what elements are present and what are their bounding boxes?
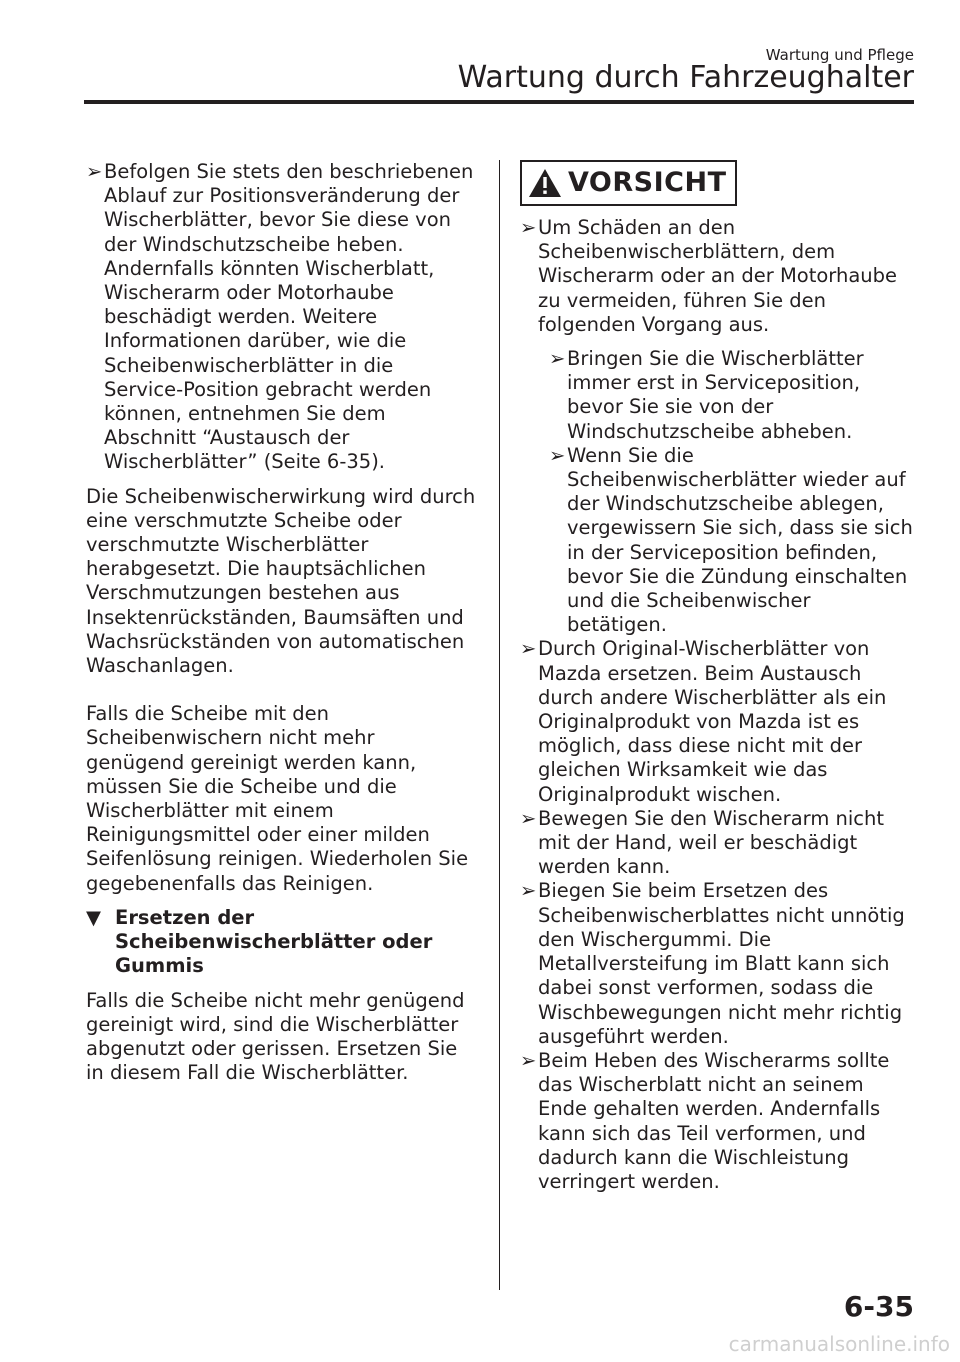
bullet-arrow-icon: ➢	[520, 1048, 537, 1072]
bullet-arrow-icon: ➢	[520, 806, 537, 830]
caution-box	[520, 160, 737, 206]
list-item	[520, 879, 916, 1048]
page-number: 6-35	[843, 1290, 914, 1323]
list-item	[520, 216, 916, 337]
list-item	[549, 347, 916, 444]
warning-icon	[528, 168, 562, 198]
bullet-text: Wenn Sie die Scheibenwischerblätter wieder auf der Windschutzscheibe ablegen, vergewissern Sie sich, dass sie sich in der Serviceposition befinden, bevor Sie die Zündung einschalten und die Scheibenwischer betätigen.	[567, 443, 913, 637]
bullet-text: Durch Original-Wischerblätter von Mazda ersetzen. Beim Austausch durch andere Wischerblätter als ein Originalprodukt von Mazda ist es möglich, dass diese nicht mit der gleichen Wirksamkeit wie das Originalprodukt wischen.	[538, 637, 887, 806]
bullet-text: Bewegen Sie den Wischerarm nicht mit der Hand, weil er beschädigt werden kann.	[538, 806, 885, 879]
bullet-text: Bringen Sie die Wischerblätter immer erst in Serviceposition, bevor Sie sie von der Windschutzscheibe abheben.	[567, 347, 864, 443]
bullet-arrow-icon: ➢	[549, 443, 566, 467]
watermark: carmanualsonline.info	[728, 1332, 950, 1356]
body-paragraph: Die Scheibenwischerwirkung wird durch eine verschmutzte Scheibe oder verschmutzte Wischerblätter herabgesetzt. Die hauptsächlichen Verschmutzungen bestehen aus Insektenrückständen, Baumsäften und Wachsrückständen von automatischen Waschanlagen.	[86, 484, 476, 678]
body-paragraph: Falls die Scheibe nicht mehr genügend gereinigt wird, sind die Wischerblätter abgenutzt oder gerissen. Ersetzen Sie in diesem Fall die Wischerblätter.	[86, 988, 465, 1085]
caution-label: VORSICHT	[568, 166, 727, 198]
list-item	[549, 444, 916, 638]
bullet-text: Befolgen Sie stets den beschriebenen Ablauf zur Positionsveränderung der Wischerblätter, bevor Sie diese von der Windschutzscheibe heben. Andernfalls könnten Wischerblatt, Wischerarm oder Motorhaube beschädigt werden. Weitere Informationen darüber, wie die Scheibenwischerblätter in die Service-Position gebracht werden können, entnehmen Sie dem Abschnitt “Austausch der Wischerblätter” (Seite 6-35).	[104, 160, 474, 474]
header-section: Wartung und Pflege	[765, 46, 914, 64]
bullet-text: Um Schäden an den Scheibenwischerblättern, dem Wischerarm oder an der Motorhaube zu vermeiden, führen Sie den folgenden Vorgang aus.	[538, 216, 898, 336]
list-item	[86, 160, 476, 475]
column-divider	[499, 160, 500, 1290]
page-title: Wartung durch Fahrzeughalter	[457, 60, 914, 95]
left-column	[86, 160, 476, 1085]
header-rule	[84, 100, 914, 104]
bullet-arrow-icon: ➢	[520, 216, 537, 239]
list-item	[520, 637, 916, 806]
triangle-down-icon: ▼	[86, 905, 101, 929]
bullet-text: Beim Heben des Wischerarms sollte das Wischerblatt nicht an seinem Ende gehalten werden. Andernfalls kann sich das Teil verformen, und dadurch kann die Wischleistung verringert werden.	[538, 1048, 890, 1193]
bullet-arrow-icon: ➢	[86, 160, 103, 183]
bullet-arrow-icon: ➢	[520, 879, 537, 903]
bullet-text: Biegen Sie beim Ersetzen des Scheibenwischerblattes nicht unnötig den Wischergummi. Die Metallversteifung im Blatt kann sich dabei sonst verformen, sodass die Wischbewegungen nicht mehr richtig ausgeführt werden.	[538, 879, 905, 1048]
body-paragraph: Falls die Scheibe mit den Scheibenwischern nicht mehr genügend gereinigt werden kann, müssen Sie die Scheibe und die Wischerblätter mit einem Reinigungsmittel oder einer milden Seifenlösung reinigen. Wiederholen Sie gegebenenfalls das Reinigen.	[86, 702, 469, 895]
section-heading-text: Ersetzen der Scheibenwischerblätter oder Gummis	[115, 905, 433, 978]
list-item	[520, 807, 916, 880]
bullet-arrow-icon: ➢	[520, 637, 537, 661]
bullet-arrow-icon: ➢	[549, 347, 566, 371]
section-heading	[86, 906, 476, 979]
right-column	[520, 160, 916, 1194]
list-item	[520, 1049, 916, 1194]
